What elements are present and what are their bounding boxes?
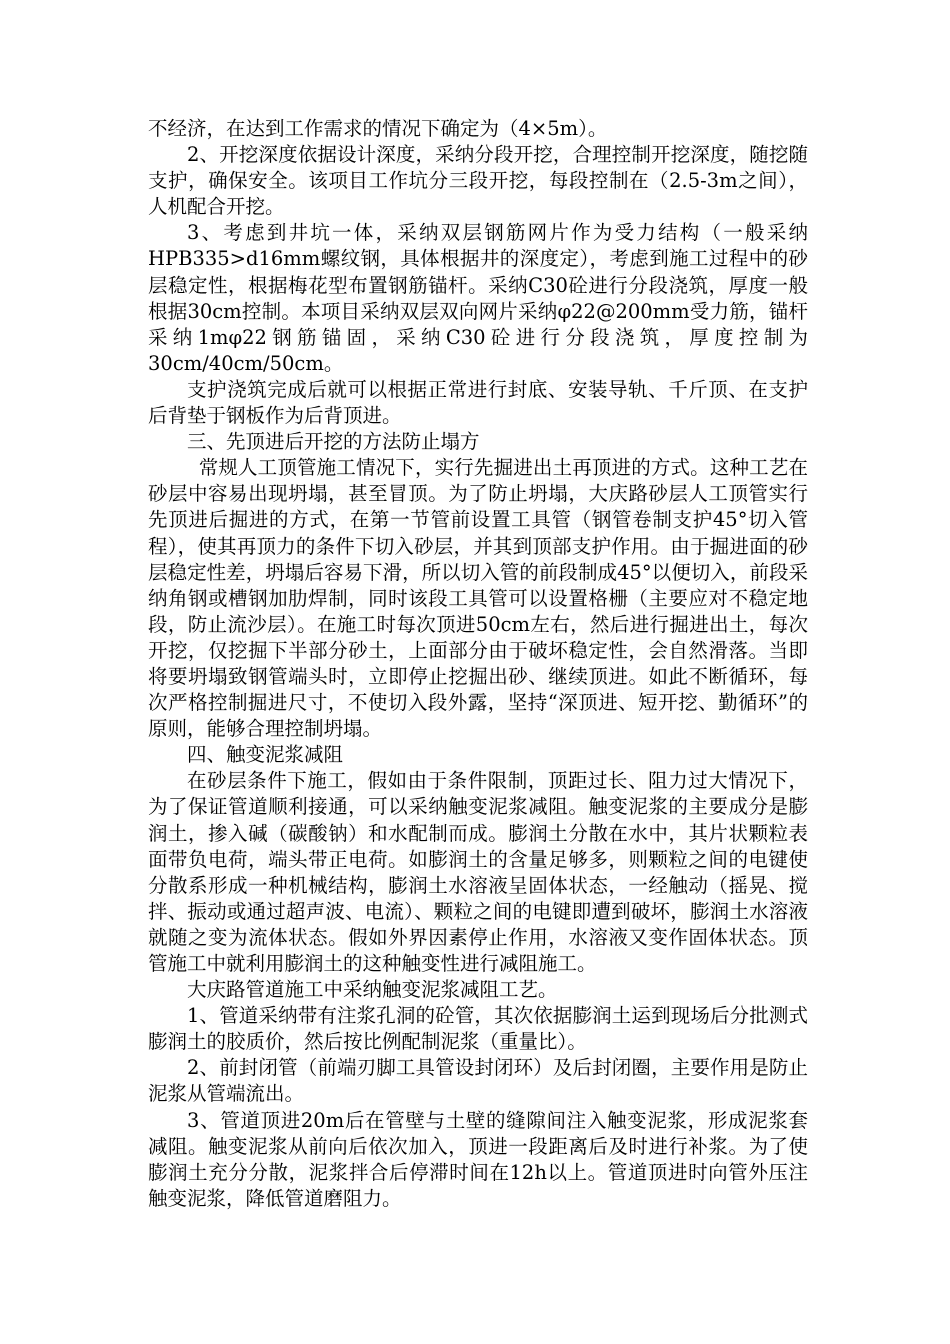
paragraph-step-2: 2、前封闭管（前端刃脚工具管设封闭环）及后封闭圈，主要作用是防止泥浆从管端流出。 — [148, 1056, 808, 1106]
paragraph-jacking-method: 常规人工顶管施工情况下，实行先掘进出土再顶进的方式。这种工艺在砂层中容易出现坍塌，甚至冒顶。为了防止坍塌，大庆路砂层人工顶管实行先顶进后掘进的方式，在第一节管前设置工具管（钢管卷制支护45°切入管程），使其再顶力的条件下切入砂层，并其到顶部支护作用。由于掘进面的砂层稳定性差，坍塌后容易下滑，所以切入管的前段制成45°以便切入，前段采纳角钢或槽钢加肋焊制，同时该段工具管可以设置格栅（主要应对不稳定地段，防止流沙层）。在施工时每次顶进50cm左右，然后进行掘进出土，每次开挖，仅挖掘下半部分砂土，上面部分由于破坏稳定性，会自然滑落。当即将要坍塌致钢管端头时，立即停止挖掘出砂、继续顶进。如此不断循环，每次严格控制掘进尺寸，不使切入段外露，坚持“深顶进、短开挖、勤循环”的原则，能够合理控制坍塌。 — [148, 456, 808, 741]
paragraph-rebar-structure: 3、考虑到井坑一体，采纳双层钢筋网片作为受力结构（一般采纳HPB335>d16mm螺纹钢，具体根据井的深度定），考虑到施工过程中的砂层稳定性，根据梅花型布置钢筋锚杆。采纳C30砼进行分段浇筑，厚度一般根据30cm控制。本项目采纳双层双向网片采纳φ22@200mm受力筋，锚杆采纳1mφ22钢筋锚固，采纳C30砼进行分段浇筑，厚度控制为30cm/40cm/50cm。 — [148, 221, 808, 375]
paragraph-excavation-depth: 2、开挖深度依据设计深度，采纳分段开挖，合理控制开挖深度，随挖随支护，确保安全。该项目工作坑分三段开挖，每段控制在（2.5-3m之间），人机配合开挖。 — [148, 143, 808, 219]
section-heading-thixotropic-mud: 四、触变泥浆减阻 — [187, 743, 344, 767]
document-body — [148, 116, 808, 1212]
paragraph-thixotropic-principle: 在砂层条件下施工，假如由于条件限制，顶距过长、阻力过大情况下，为了保证管道顺利接通，可以采纳触变泥浆减阻。触变泥浆的主要成分是膨润土，掺入碱（碳酸钠）和水配制而成。膨润土分散在水中，其片状颗粒表面带负电荷，端头带正电荷。如膨润土的含量足够多，则颗粒之间的电键使分散系形成一种机械结构，膨润土水溶液呈固体状态，一经触动（摇晃、搅拌、振动或通过超声波、电流）、颗粒之间的电键即遭到破坏，膨润土水溶液就随之变为流体状态。假如外界因素停止作用，水溶液又变作固体状态。顶管施工中就利用膨润土的这种触变性进行减阻施工。 — [148, 769, 808, 975]
paragraph-continuation: 不经济，在达到工作需求的情况下确定为（4×5m）。 — [148, 117, 608, 140]
paragraph-support-pouring: 支护浇筑完成后就可以根据正常进行封底、安装导轨、千斤顶、在支护后背垫于钢板作为后背顶进。 — [148, 377, 808, 428]
paragraph-step-3: 3、管道顶进20m后在管壁与土壁的缝隙间注入触变泥浆，形成泥浆套减阻。触变泥浆从前向后依次加入，顶进一段距离后及时进行补浆。为了使膨润土充分分散，泥浆拌合后停滞时间在12h以上。管道顶进时向管外压注触变泥浆，降低管道磨阻力。 — [148, 1108, 808, 1210]
section-heading-collapse-prevention: 三、先顶进后开挖的方法防止塌方 — [187, 430, 480, 454]
paragraph-step-1: 1、管道采纳带有注浆孔洞的砼管，其次依据膨润土运到现场后分批测式膨润土的胶质价，然后按比例配制泥浆（重量比）。 — [148, 1004, 808, 1054]
paragraph-daqing-road-process: 大庆路管道施工中采纳触变泥浆减阻工艺。 — [187, 978, 558, 1002]
